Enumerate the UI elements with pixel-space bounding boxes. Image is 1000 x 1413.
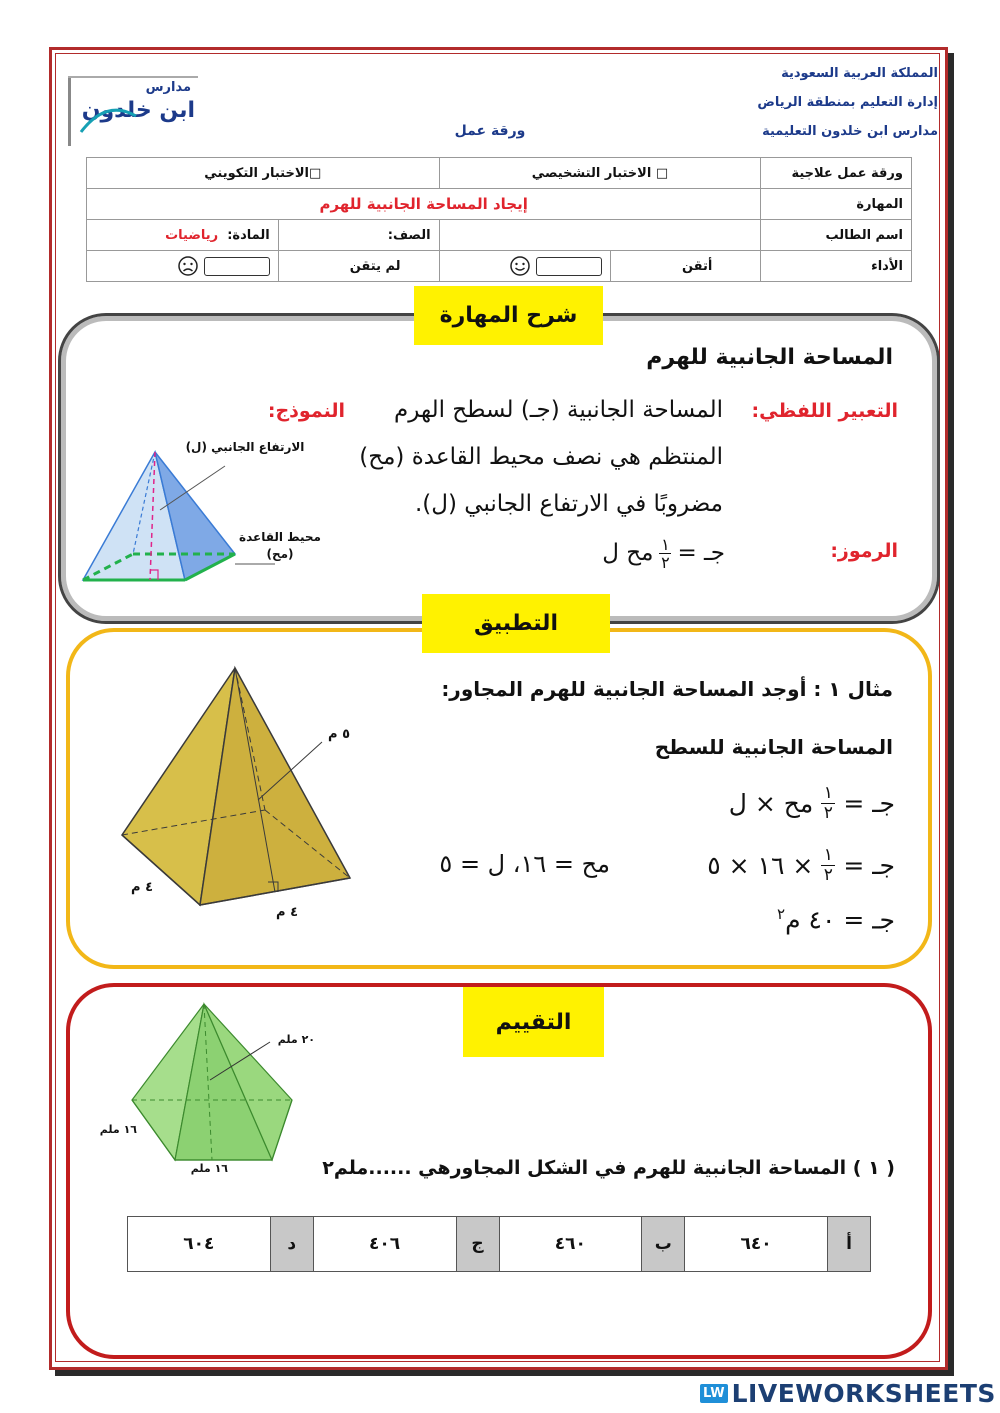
mastered-label: أتقن — [681, 258, 713, 274]
apply-dim-side2: ٤ م — [276, 905, 298, 920]
answer-options-table — [127, 1216, 871, 1272]
option-a-label[interactable]: أ — [828, 1217, 871, 1272]
formula-fraction — [659, 536, 671, 571]
smile-icon — [509, 255, 531, 277]
perimeter-label-line2: (مح) — [266, 547, 294, 561]
brand-logo-icon: LW — [700, 1384, 728, 1403]
formula-left: جـ = — [677, 540, 725, 566]
apply-line3-exponent: ٢ — [777, 905, 786, 923]
performance-label: الأداء — [761, 251, 912, 282]
assess-dim-side1: ١٦ ملم — [99, 1123, 137, 1136]
perimeter-label-line1: محيط القاعدة — [239, 530, 321, 544]
apply-line3 — [640, 905, 895, 934]
assess-dim-slant: ٢٠ ملم — [277, 1033, 315, 1046]
apply-tag: التطبيق — [422, 594, 610, 653]
header-schools: مدارس ابن خلدون التعليمية — [762, 124, 938, 139]
subject-label: المادة: — [227, 227, 270, 243]
fraction-numerator: ١ — [823, 844, 833, 865]
explain-formula — [560, 530, 725, 576]
option-c-value[interactable]: ٤٠٦ — [313, 1217, 456, 1272]
verbal-label: التعبير اللفظي: — [751, 400, 898, 422]
apply-line1-right: مح × ل — [728, 788, 814, 818]
info-table — [86, 157, 912, 282]
apply-line2-left: جـ = — [843, 850, 895, 880]
formula-right: مح ل — [602, 540, 654, 566]
explain-tag: شرح المهارة — [414, 286, 603, 345]
option-d-value[interactable]: ٦٠٤ — [128, 1217, 271, 1272]
apply-dim-side1: ٤ م — [131, 880, 153, 895]
apply-line2-right: × ١٦ × ٥ — [707, 850, 814, 880]
assess-question: ( ١ ) المساحة الجانبية للهرم في الشكل المجاورهي ......ملم٢ — [322, 1157, 895, 1179]
model-pyramid-figure — [75, 440, 345, 590]
liveworksheets-brand — [700, 1378, 996, 1408]
slant-height-label: الارتفاع الجانبي (ل) — [185, 440, 305, 454]
not-mastered-label: لم يتقن — [349, 258, 401, 274]
apply-line1 — [640, 778, 895, 828]
class-label: الصف: — [387, 227, 431, 243]
apply-line3-text: جـ = ٤٠ م — [785, 905, 895, 935]
apply-dim-slant: ٥ م — [328, 727, 350, 742]
header-kingdom: المملكة العربية السعودية — [781, 66, 938, 81]
symbols-label: الرموز: — [830, 540, 898, 562]
mastered-cell — [610, 251, 761, 282]
mastered-box-cell — [439, 251, 610, 282]
assess-tag: التقييم — [463, 987, 604, 1057]
subject-value: رياضيات — [165, 227, 219, 243]
fraction-numerator: ١ — [661, 534, 670, 554]
header-worksheet: ورقة عمل — [454, 123, 526, 139]
not-mastered-box-cell — [87, 251, 279, 282]
brand-text: LIVEWORKSHEETS — [731, 1378, 996, 1408]
skill-value: إيجاد المساحة الجانبية للهرم — [87, 189, 761, 220]
option-d-label[interactable]: د — [270, 1217, 313, 1272]
worksheet-type-label: ورقة عمل علاجية — [761, 158, 912, 189]
apply-question: مثال ١ : أوجد المساحة الجانبية للهرم المجاور: — [441, 677, 893, 701]
logo-line1: مدارس — [145, 80, 191, 95]
option-b-value[interactable]: ٤٦٠ — [499, 1217, 642, 1272]
formative-test-option[interactable]: □الاختبار التكويني — [87, 158, 440, 189]
skill-label: المهارة — [761, 189, 912, 220]
student-name-label: اسم الطالب — [761, 220, 912, 251]
verbal-line3: مضروبًا في الارتفاع الجانبي (ل). — [415, 491, 723, 517]
diagnostic-test-option[interactable]: □ الاختبار التشخيصي — [439, 158, 761, 189]
sad-face-icon — [177, 255, 199, 277]
logo-swoosh-icon — [76, 94, 146, 138]
fraction-denominator: ٢ — [661, 552, 670, 572]
fraction-denominator: ٢ — [823, 864, 833, 885]
assess-dim-side2: ١٦ ملم — [190, 1162, 228, 1175]
not-mastered-cell — [278, 251, 439, 282]
explain-title: المساحة الجانبية للهرم — [646, 345, 893, 370]
apply-line2 — [640, 840, 895, 890]
header-directorate: إدارة التعليم بمنطقة الرياض — [757, 95, 938, 110]
apply-line1-left: جـ = — [843, 788, 895, 818]
logo-line2: ابن خلدون — [81, 98, 195, 123]
apply-given: مح = ١٦، ل = ٥ — [439, 850, 610, 878]
assess-pyramid-figure — [120, 1000, 310, 1165]
apply-line1-fraction — [821, 784, 835, 823]
fraction-numerator: ١ — [823, 782, 833, 803]
school-logo — [68, 76, 203, 146]
option-a-value[interactable]: ٦٤٠ — [685, 1217, 828, 1272]
apply-subtitle: المساحة الجانبية للسطح — [654, 735, 893, 759]
verbal-line2: المنتظم هي نصف محيط القاعدة (مح) — [359, 444, 723, 470]
subject-field — [87, 220, 279, 251]
mastered-checkbox[interactable] — [536, 257, 602, 276]
option-c-label[interactable]: ج — [456, 1217, 499, 1272]
verbal-line1: المساحة الجانبية (جـ) لسطح الهرم — [394, 397, 723, 423]
not-mastered-checkbox[interactable] — [204, 257, 270, 276]
student-name-field[interactable] — [439, 220, 761, 251]
model-label: النموذج: — [267, 400, 345, 422]
fraction-denominator: ٢ — [823, 802, 833, 823]
class-field[interactable] — [278, 220, 439, 251]
option-b-label[interactable]: ب — [642, 1217, 685, 1272]
apply-line2-fraction — [821, 846, 835, 885]
